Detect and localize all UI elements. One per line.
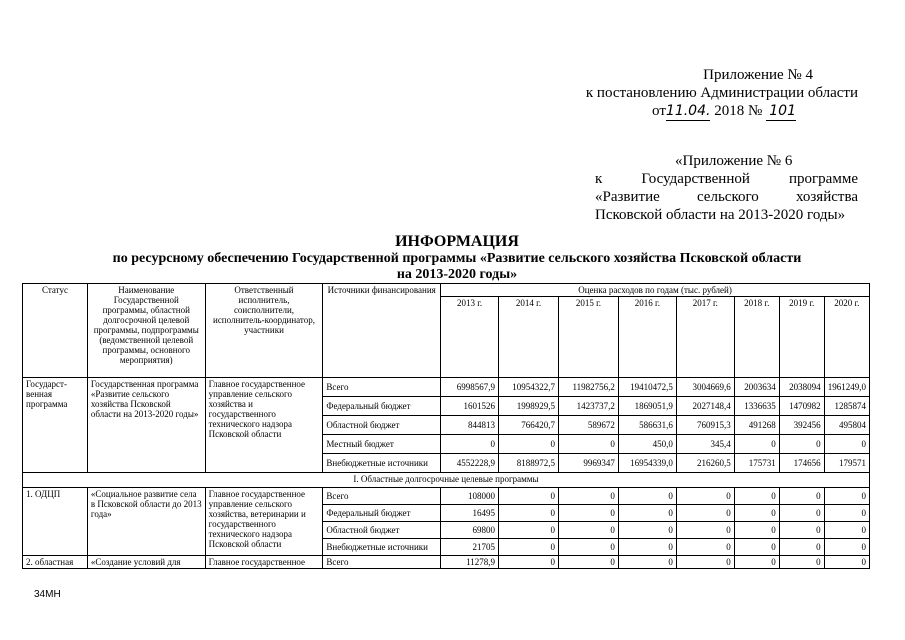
value-cell: 174656 [779, 454, 824, 473]
value-cell: 392456 [779, 416, 824, 435]
value-cell: 495804 [824, 416, 869, 435]
value-cell: 2027148,4 [676, 397, 734, 416]
value-cell: 0 [618, 539, 676, 556]
value-cell: 0 [558, 488, 618, 505]
group-status: 1. ОДЦП [23, 488, 88, 556]
value-cell: 11982756,2 [558, 378, 618, 397]
value-cell: 766420,7 [499, 416, 559, 435]
value-cell: 108000 [441, 488, 499, 505]
header-executor: Ответственный исполнитель, соисполнители, исполнитель-координатор, участники [205, 284, 323, 378]
header-year: 2014 г. [499, 297, 559, 378]
value-cell: 1601526 [441, 397, 499, 416]
value-cell: 0 [779, 488, 824, 505]
table-row [23, 556, 870, 569]
value-cell: 21705 [441, 539, 499, 556]
value-cell: 179571 [824, 454, 869, 473]
value-cell: 0 [676, 488, 734, 505]
source-cell: Федеральный бюджет [323, 505, 441, 522]
header-sources: Источники финансирования [323, 284, 441, 378]
value-cell: 0 [441, 435, 499, 454]
source-cell: Всего [323, 378, 441, 397]
source-cell: Внебюджетные источники [323, 539, 441, 556]
handwritten-number: 101 [766, 102, 796, 121]
value-cell: 0 [824, 435, 869, 454]
value-cell: 760915,3 [676, 416, 734, 435]
value-cell: 1961249,0 [824, 378, 869, 397]
value-cell: 0 [824, 488, 869, 505]
source-cell: Местный бюджет [323, 435, 441, 454]
value-cell: 491268 [734, 416, 779, 435]
group-status: 2. областная [23, 556, 88, 569]
value-cell: 0 [734, 488, 779, 505]
table-row [23, 378, 870, 397]
value-cell: 69800 [441, 522, 499, 539]
value-cell: 0 [676, 556, 734, 569]
value-cell: 216260,5 [676, 454, 734, 473]
value-cell: 1470982 [779, 397, 824, 416]
header-year: 2020 г. [824, 297, 869, 378]
value-cell: 1423737,2 [558, 397, 618, 416]
value-cell: 0 [824, 522, 869, 539]
value-cell: 0 [676, 505, 734, 522]
value-cell: 0 [558, 522, 618, 539]
header-year: 2018 г. [734, 297, 779, 378]
value-cell: 11278,9 [441, 556, 499, 569]
odcp-section [23, 488, 870, 556]
value-cell: 0 [558, 435, 618, 454]
value-cell: 0 [558, 505, 618, 522]
value-cell: 6998567,9 [441, 378, 499, 397]
appendix6-block: «Приложение № 6 к Государственной программе «Развитие сельского хозяйства Псковской области на 2013-2020 годы» [595, 153, 858, 223]
appendix4-block [560, 66, 858, 121]
section1-title: I. Областные долгосрочные целевые программы [23, 473, 870, 488]
value-cell: 0 [824, 539, 869, 556]
value-cell: 0 [676, 522, 734, 539]
value-cell: 0 [618, 556, 676, 569]
value-cell: 175731 [734, 454, 779, 473]
value-cell: 0 [779, 435, 824, 454]
header-year: 2013 г. [441, 297, 499, 378]
value-cell: 0 [779, 522, 824, 539]
value-cell: 0 [499, 539, 559, 556]
header-year: 2019 г. [779, 297, 824, 378]
section-title-row [23, 473, 870, 488]
value-cell: 0 [734, 435, 779, 454]
footer-code: 34МН [34, 589, 61, 600]
source-cell: Федеральный бюджет [323, 397, 441, 416]
value-cell: 2038094 [779, 378, 824, 397]
group-name: «Социальное развитие села в Псковской области до 2013 года» [87, 488, 205, 556]
value-cell: 0 [499, 488, 559, 505]
value-cell: 2003634 [734, 378, 779, 397]
value-cell: 0 [618, 505, 676, 522]
value-cell: 0 [499, 435, 559, 454]
value-cell: 1285874 [824, 397, 869, 416]
group-executor: Главное государственное управление сельского хозяйства, ветеринарии и государственного технического надзора Псковской области [205, 488, 323, 556]
oblast2-section [23, 556, 870, 569]
value-cell: 0 [558, 556, 618, 569]
appendix4-date-line: от11.04. 2018 № 101 [652, 103, 796, 119]
source-cell: Областной бюджет [323, 522, 441, 539]
header-row [23, 284, 870, 297]
source-cell: Всего [323, 556, 441, 569]
value-cell: 9969347 [558, 454, 618, 473]
group-name: Государственная программа «Развитие сельского хозяйства Псковской области на 2013-2020 годы» [87, 378, 205, 473]
value-cell: 0 [824, 505, 869, 522]
value-cell: 4552228,9 [441, 454, 499, 473]
appendix6-title: «Приложение № 6 [675, 153, 793, 169]
value-cell: 0 [558, 539, 618, 556]
header-name: Наименование Государственной программы, областной долгосрочной целевой программы, подпрограммы (ведомственной целевой программы, основного мероприятия) [87, 284, 205, 378]
source-cell: Внебюджетные источники [323, 454, 441, 473]
header-year: 2017 г. [676, 297, 734, 378]
group-name: «Создание условий для [87, 556, 205, 569]
header-year: 2015 г. [558, 297, 618, 378]
group-executor: Главное государственное управление сельского хозяйства и государственного технического надзора Псковской области [205, 378, 323, 473]
group-status: Государст-венная программа [23, 378, 88, 473]
value-cell: 0 [499, 505, 559, 522]
value-cell: 589672 [558, 416, 618, 435]
value-cell: 8188972,5 [499, 454, 559, 473]
document-title: ИНФОРМАЦИЯ по ресурсному обеспечению Государственной программы «Развитие сельского хозяйства Псковской области на 2013-2020 годы» [112, 233, 802, 282]
gp-section [23, 378, 870, 473]
value-cell: 16954339,0 [618, 454, 676, 473]
value-cell: 0 [734, 522, 779, 539]
value-cell: 3004669,6 [676, 378, 734, 397]
value-cell: 10954322,7 [499, 378, 559, 397]
value-cell: 1998929,5 [499, 397, 559, 416]
value-cell: 450,0 [618, 435, 676, 454]
value-cell: 0 [779, 505, 824, 522]
header-year: 2016 г. [618, 297, 676, 378]
value-cell: 0 [499, 522, 559, 539]
appendix4-decree: к постановлению Администрации области [585, 85, 858, 101]
header-estimate: Оценка расходов по годам (тыс. рублей) [441, 284, 870, 297]
table-row [23, 488, 870, 505]
source-cell: Всего [323, 488, 441, 505]
appendix4-title: Приложение № 4 [703, 67, 813, 83]
header-status: Статус [23, 284, 88, 378]
value-cell: 0 [824, 556, 869, 569]
value-cell: 0 [779, 539, 824, 556]
value-cell: 1869051,9 [618, 397, 676, 416]
value-cell: 1336635 [734, 397, 779, 416]
value-cell: 0 [734, 539, 779, 556]
value-cell: 844813 [441, 416, 499, 435]
value-cell: 0 [676, 539, 734, 556]
funding-table [22, 283, 870, 569]
group-executor: Главное государственное [205, 556, 323, 569]
value-cell: 0 [734, 556, 779, 569]
value-cell: 0 [734, 505, 779, 522]
value-cell: 16495 [441, 505, 499, 522]
value-cell: 586631,6 [618, 416, 676, 435]
value-cell: 0 [499, 556, 559, 569]
handwritten-date: 11.04. [665, 103, 711, 119]
source-cell: Областной бюджет [323, 416, 441, 435]
value-cell: 345,4 [676, 435, 734, 454]
value-cell: 0 [779, 556, 824, 569]
value-cell: 0 [618, 488, 676, 505]
value-cell: 19410472,5 [618, 378, 676, 397]
value-cell: 0 [618, 522, 676, 539]
